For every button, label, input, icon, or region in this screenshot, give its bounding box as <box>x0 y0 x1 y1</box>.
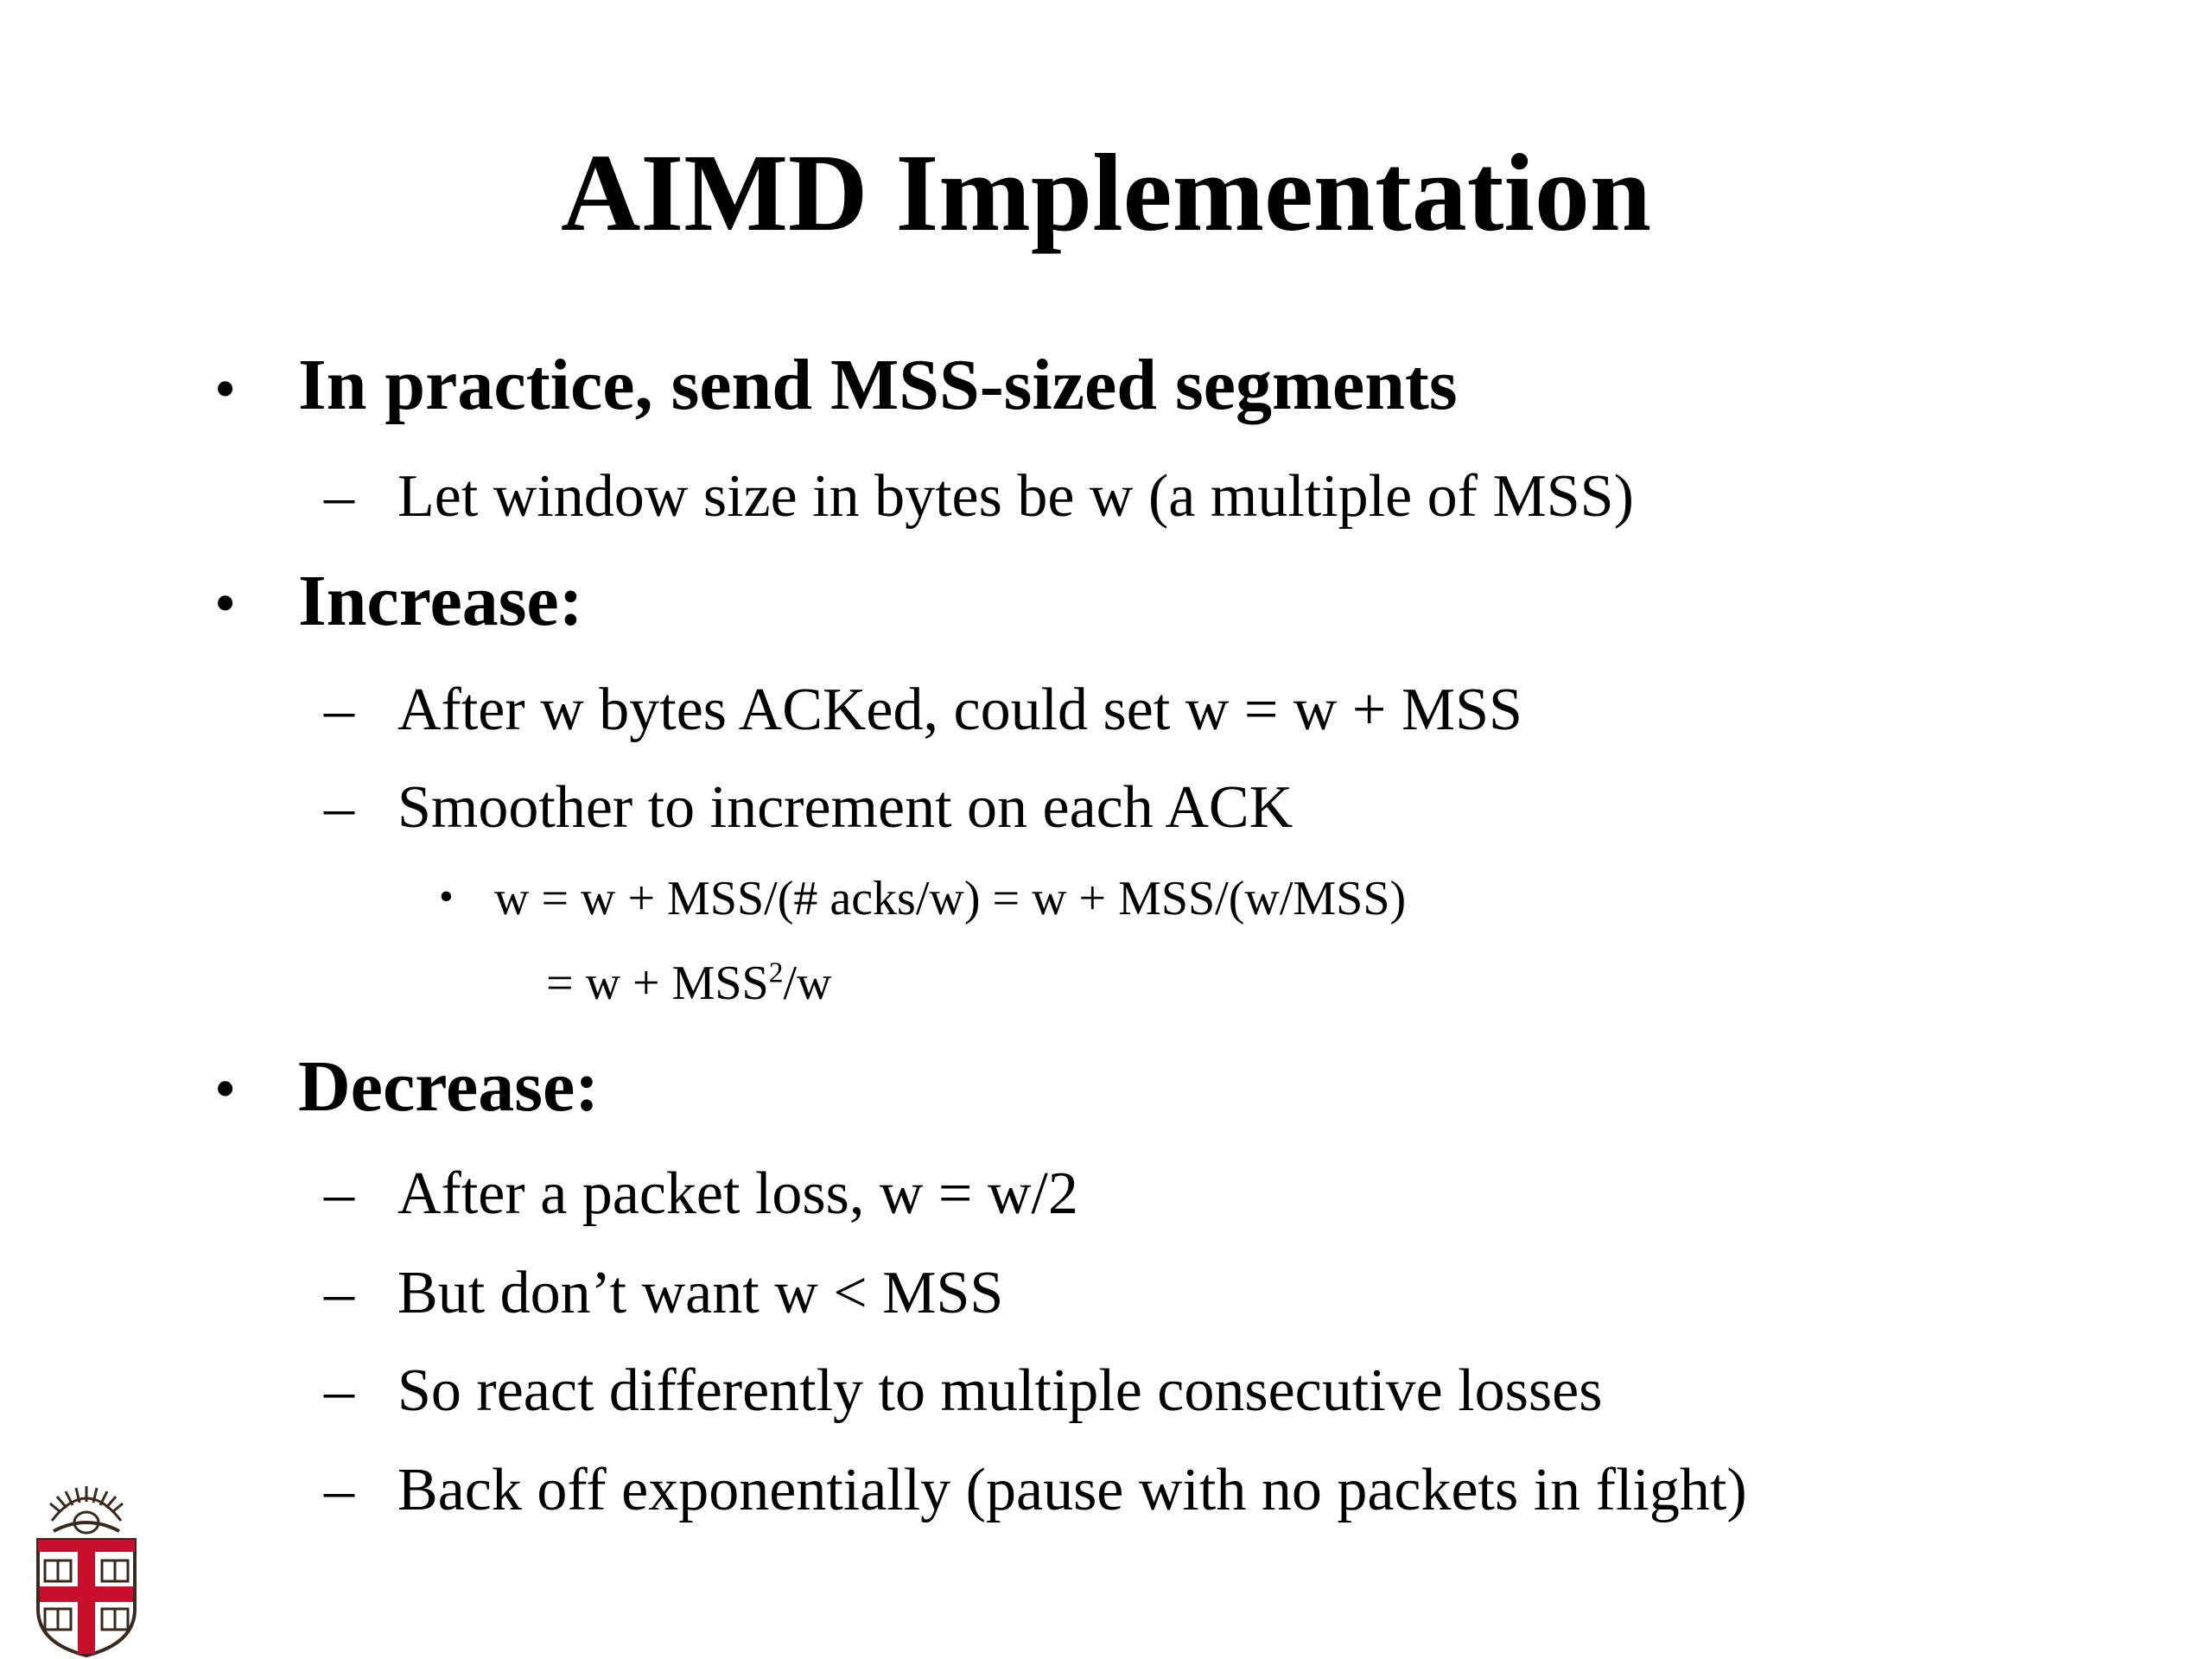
formula-line-1: w = w + MSS/(# acks/w) = w + MSS/(w/MSS) <box>494 872 1407 925</box>
bullet-increase: Increase: <box>298 561 583 641</box>
sub-after-w-bytes: After w bytes ACKed, could set w = w + MSS <box>397 677 1522 743</box>
dash-marker: – <box>324 677 354 743</box>
bullet-marker: • <box>214 354 237 423</box>
bullet-marker: • <box>214 1054 237 1123</box>
bullet-practice: In practice, send MSS-sized segments <box>298 345 1458 425</box>
formula-line-2-prefix: = w + MSS <box>546 957 769 1010</box>
dash-marker: – <box>324 774 354 841</box>
sub-smoother: Smoother to increment on each ACK <box>397 774 1294 841</box>
formula-line-2 <box>546 949 831 1018</box>
dash-marker: – <box>324 1160 354 1227</box>
dash-marker: – <box>324 1457 354 1523</box>
dash-marker: – <box>324 1357 354 1424</box>
formula-line-2-suffix: /w <box>783 957 832 1010</box>
dash-marker: – <box>324 463 354 530</box>
university-shield-logo <box>31 1479 142 1659</box>
sub-packet-loss: After a packet loss, w = w/2 <box>397 1160 1078 1227</box>
slide-title: AIMD Implementation <box>560 131 1652 254</box>
shield-icon <box>38 1540 135 1656</box>
bullet-decrease: Decrease: <box>298 1046 600 1127</box>
sub-window-size: Let window size in bytes be w (a multiple of MSS) <box>397 463 1634 530</box>
sub-react-differently: So react differently to multiple consecutive losses <box>397 1357 1603 1424</box>
sub-dont-want: But don’t want w < MSS <box>397 1260 1004 1326</box>
bullet-marker: • <box>214 569 237 638</box>
formula-exponent: 2 <box>768 957 784 989</box>
sub-back-off: Back off exponentially (pause with no packets in flight) <box>397 1457 1747 1523</box>
sub-bullet-marker: • <box>439 874 454 919</box>
dash-marker: – <box>324 1260 354 1326</box>
